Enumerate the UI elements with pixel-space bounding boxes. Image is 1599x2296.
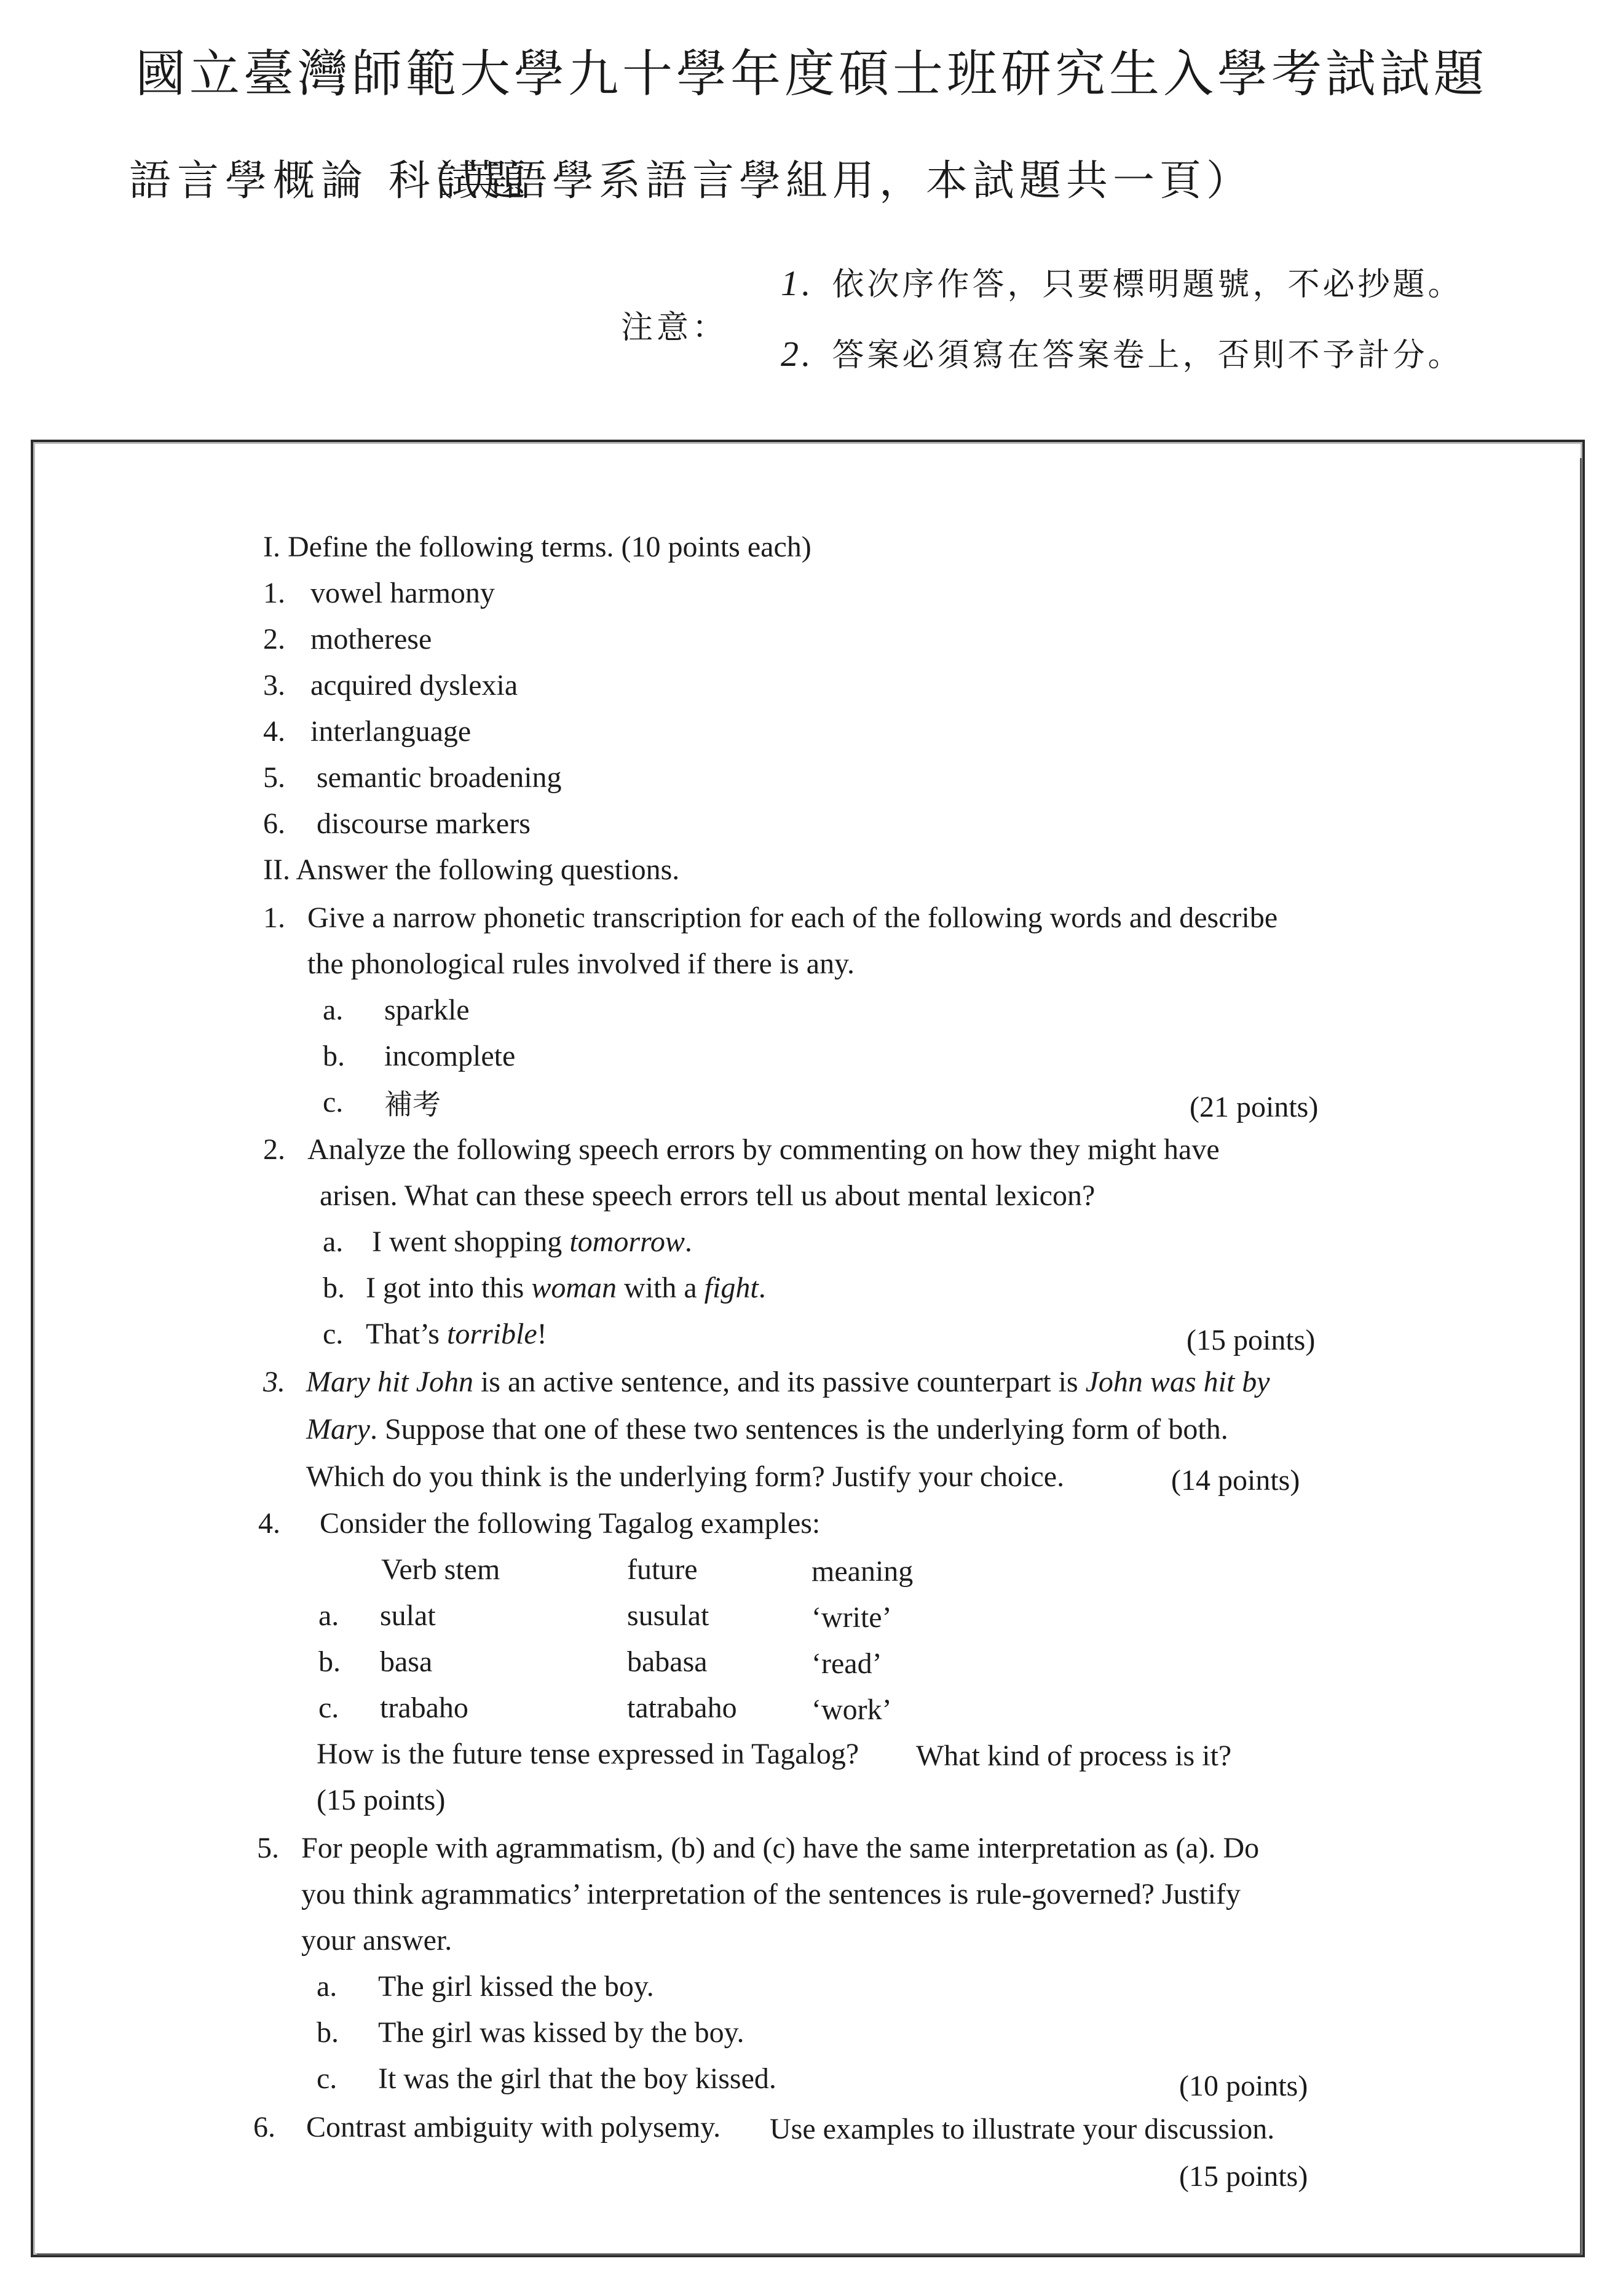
item-label: a. [317, 1970, 338, 2003]
question-text: What kind of process is it? [916, 1740, 1232, 1772]
exam-subject-note: （英語學系語言學組用，本試題共一頁） [412, 157, 1254, 205]
notice-text: 依次序作答，只要標明題號，不必抄題。 [832, 266, 1463, 303]
item-label: b. [323, 1040, 345, 1072]
item-text-part: with a [617, 1272, 705, 1304]
table-cell: ‘write’ [811, 1601, 892, 1634]
item-text-part: . [684, 1225, 692, 1258]
question-number: 4. [258, 1507, 280, 1540]
item-text-italic: woman [531, 1272, 617, 1304]
question-text: Consider the following Tagalog examples: [320, 1507, 821, 1540]
notice-number: 2. [781, 334, 814, 374]
item-text-part: ! [537, 1318, 547, 1350]
term-text: semantic broadening [317, 761, 562, 794]
question-text: Contrast ambiguity with polysemy. [306, 2111, 721, 2144]
points: (15 points) [1179, 2160, 1308, 2193]
notice-label: 注意： [621, 309, 728, 346]
notice-number: 1. [781, 263, 814, 303]
points: (21 points) [1190, 1091, 1319, 1123]
notice-text: 答案必須寫在答案卷上，否則不予計分。 [832, 337, 1463, 374]
question-text: Which do you think is the underlying form? Justify your choice. [306, 1460, 1065, 1493]
item-label: a. [323, 1225, 344, 1258]
exam-title: 國立臺灣師範大學九十學年度碩士班研究生入學考試試題 [135, 45, 1488, 103]
term-number: 3. [263, 669, 285, 702]
term-number: 4. [263, 715, 285, 748]
table-row-label: b. [318, 1645, 341, 1678]
points: (15 points) [1186, 1324, 1316, 1356]
item-text: sparkle [384, 994, 470, 1026]
table-cell: trabaho [380, 1692, 468, 1724]
term-text: vowel harmony [310, 577, 495, 609]
question-text-italic: Mary [306, 1413, 370, 1446]
table-header: future [627, 1553, 698, 1586]
table-cell: basa [380, 1645, 433, 1678]
table-cell: sulat [380, 1599, 436, 1632]
part2-heading: II. Answer the following questions. [263, 853, 680, 886]
points: (15 points) [317, 1784, 446, 1816]
item-text [366, 1317, 547, 1351]
part1-heading: I. Define the following terms. (10 points each) [263, 531, 811, 563]
question-text-italic: John was hit by [1085, 1366, 1270, 1398]
question-text: How is the future tense expressed in Tagalog? [317, 1738, 859, 1770]
term-text: interlanguage [310, 715, 472, 748]
item-text-part: I got into this [366, 1272, 532, 1304]
term-text: motherese [310, 623, 432, 655]
item-label: c. [323, 1086, 344, 1118]
question-text-italic: Mary hit John [306, 1366, 473, 1398]
item-text: The girl was kissed by the boy. [378, 2016, 744, 2049]
notice-item [781, 329, 1463, 375]
question-number: 6. [253, 2111, 275, 2144]
item-text-part: I went shopping [372, 1225, 570, 1258]
question-text: Analyze the following speech errors by commenting on how they might have [307, 1133, 1220, 1166]
table-cell: babasa [627, 1645, 708, 1678]
question-text: you think agrammatics’ interpretation of the sentences is rule-governed? Justify [301, 1878, 1241, 1910]
table-row-label: c. [318, 1692, 339, 1724]
item-text-italic: tomorrow [569, 1225, 685, 1258]
question-text-part: . Suppose that one of these two sentences is the underlying form of both. [369, 1413, 1228, 1446]
item-label: c. [317, 2062, 338, 2095]
points: (14 points) [1171, 1464, 1300, 1497]
item-label: a. [323, 994, 344, 1026]
item-label: b. [317, 2016, 339, 2049]
question-text: your answer. [301, 1924, 452, 1957]
exam-subject: 語言學概論 科試題 [129, 157, 532, 205]
table-cell: ‘work’ [811, 1693, 892, 1726]
table-row-label: a. [318, 1599, 339, 1632]
question-number: 3. [263, 1366, 285, 1398]
table-cell: tatrabaho [627, 1692, 737, 1724]
table-header: meaning [811, 1555, 914, 1588]
question-text-part: is an active sentence, and its passive counterpart is [473, 1366, 1086, 1398]
term-number: 6. [263, 807, 285, 840]
item-text: incomplete [384, 1040, 516, 1072]
term-text: discourse markers [317, 807, 531, 840]
table-cell: ‘read’ [811, 1647, 882, 1680]
item-text [366, 1271, 766, 1305]
item-text [372, 1225, 692, 1259]
term-text: acquired dyslexia [310, 669, 518, 702]
question-text: Give a narrow phonetic transcription for each of the following words and describe [307, 901, 1278, 934]
question-text: Use examples to illustrate your discussion. [770, 2113, 1275, 2145]
question-text: the phonological rules involved if there is any. [307, 948, 855, 980]
table-header: Verb stem [381, 1553, 500, 1586]
item-text-italic: fight [704, 1272, 759, 1304]
item-text-part: That’s [366, 1318, 447, 1350]
item-text-part: . [758, 1272, 766, 1304]
item-text-italic: torrible [446, 1318, 537, 1350]
question-number: 1. [263, 901, 285, 934]
term-number: 2. [263, 623, 285, 655]
table-cell: susulat [627, 1599, 709, 1632]
question-text [306, 1365, 1270, 1399]
question-number: 2. [263, 1133, 285, 1166]
item-label: b. [323, 1272, 345, 1304]
term-number: 5. [263, 761, 285, 794]
item-text: The girl kissed the boy. [378, 1970, 654, 2003]
term-number: 1. [263, 577, 285, 609]
question-text [306, 1412, 1228, 1446]
notice-item [781, 258, 1463, 304]
item-label: c. [323, 1318, 344, 1350]
points: (10 points) [1179, 2070, 1308, 2102]
item-text: 補考 [384, 1088, 441, 1121]
item-text: It was the girl that the boy kissed. [378, 2062, 776, 2095]
question-text: arisen. What can these speech errors tell us about mental lexicon? [320, 1179, 1096, 1212]
question-number: 5. [257, 1832, 279, 1864]
question-text: For people with agrammatism, (b) and (c) have the same interpretation as (a). Do [301, 1832, 1260, 1864]
